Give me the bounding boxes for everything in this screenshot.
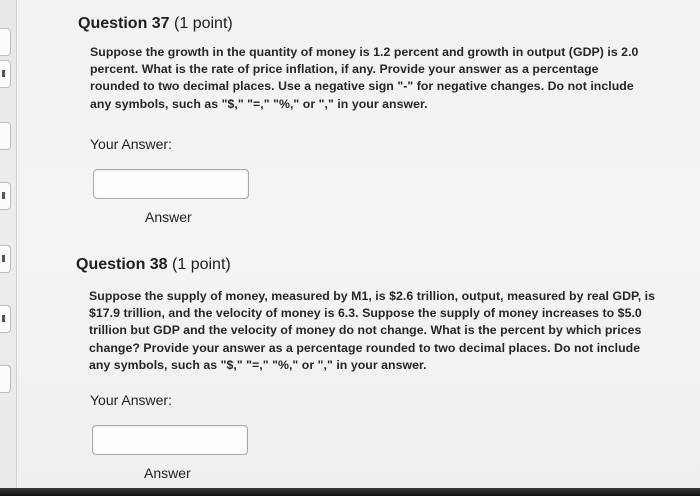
question-38-line: any symbols, such as "$," "=," "%," or "," in your answer. (89, 357, 427, 372)
question-38-points: (1 point) (172, 256, 231, 273)
question-37-line: percent. What is the rate of price inflation, if any. Provide your answer as a percentage (90, 62, 599, 77)
question-37-title (78, 15, 233, 33)
question-38-line: Suppose the supply of money, measured by M1, is $2.6 trillion, output, measured by real GDP, is (89, 289, 655, 303)
question-38-answer-caption: Answer (144, 465, 191, 481)
side-tab-1[interactable] (0, 28, 11, 56)
question-37-answer-input[interactable] (93, 169, 249, 199)
side-tab-6[interactable] (0, 305, 11, 333)
question-37-text (90, 44, 638, 113)
side-tab-5[interactable] (0, 245, 11, 273)
side-tab-7[interactable] (0, 365, 11, 393)
question-38-answer-input[interactable] (92, 425, 248, 455)
question-37-number: Question 37 (78, 15, 170, 32)
question-38-line: trillion but GDP and the velocity of money do not change. What is the percent by which prices (89, 323, 642, 338)
question-38-number: Question 38 (76, 256, 168, 273)
question-38-line: $17.9 trillion, and the velocity of money is 6.3. Suppose the supply of money increases to $5.0 (89, 306, 642, 321)
question-38-your-answer-label: Your Answer: (90, 392, 172, 408)
side-tab-4[interactable] (0, 182, 11, 210)
question-38-title (76, 256, 231, 274)
question-37-your-answer-label: Your Answer: (90, 136, 172, 152)
question-37-points: (1 point) (174, 15, 233, 32)
side-tab-3[interactable] (0, 122, 11, 150)
screen-bottom-edge (0, 488, 700, 496)
question-37-answer-caption: Answer (145, 209, 192, 225)
question-37-line: any symbols, such as "$," "=," "%," or "," in your answer. (90, 96, 428, 111)
question-37-line: Suppose the growth in the quantity of money is 1.2 percent and growth in output (GDP) is 2.0 (90, 45, 639, 59)
question-37-line: rounded to two decimal places. Use a negative sign "-" for negative changes. Do not include (90, 79, 634, 94)
side-tab-2[interactable] (0, 60, 11, 88)
question-38-text (89, 288, 655, 374)
question-38-line: change? Provide your answer as a percentage rounded to two decimal places. Do not include (89, 340, 641, 355)
